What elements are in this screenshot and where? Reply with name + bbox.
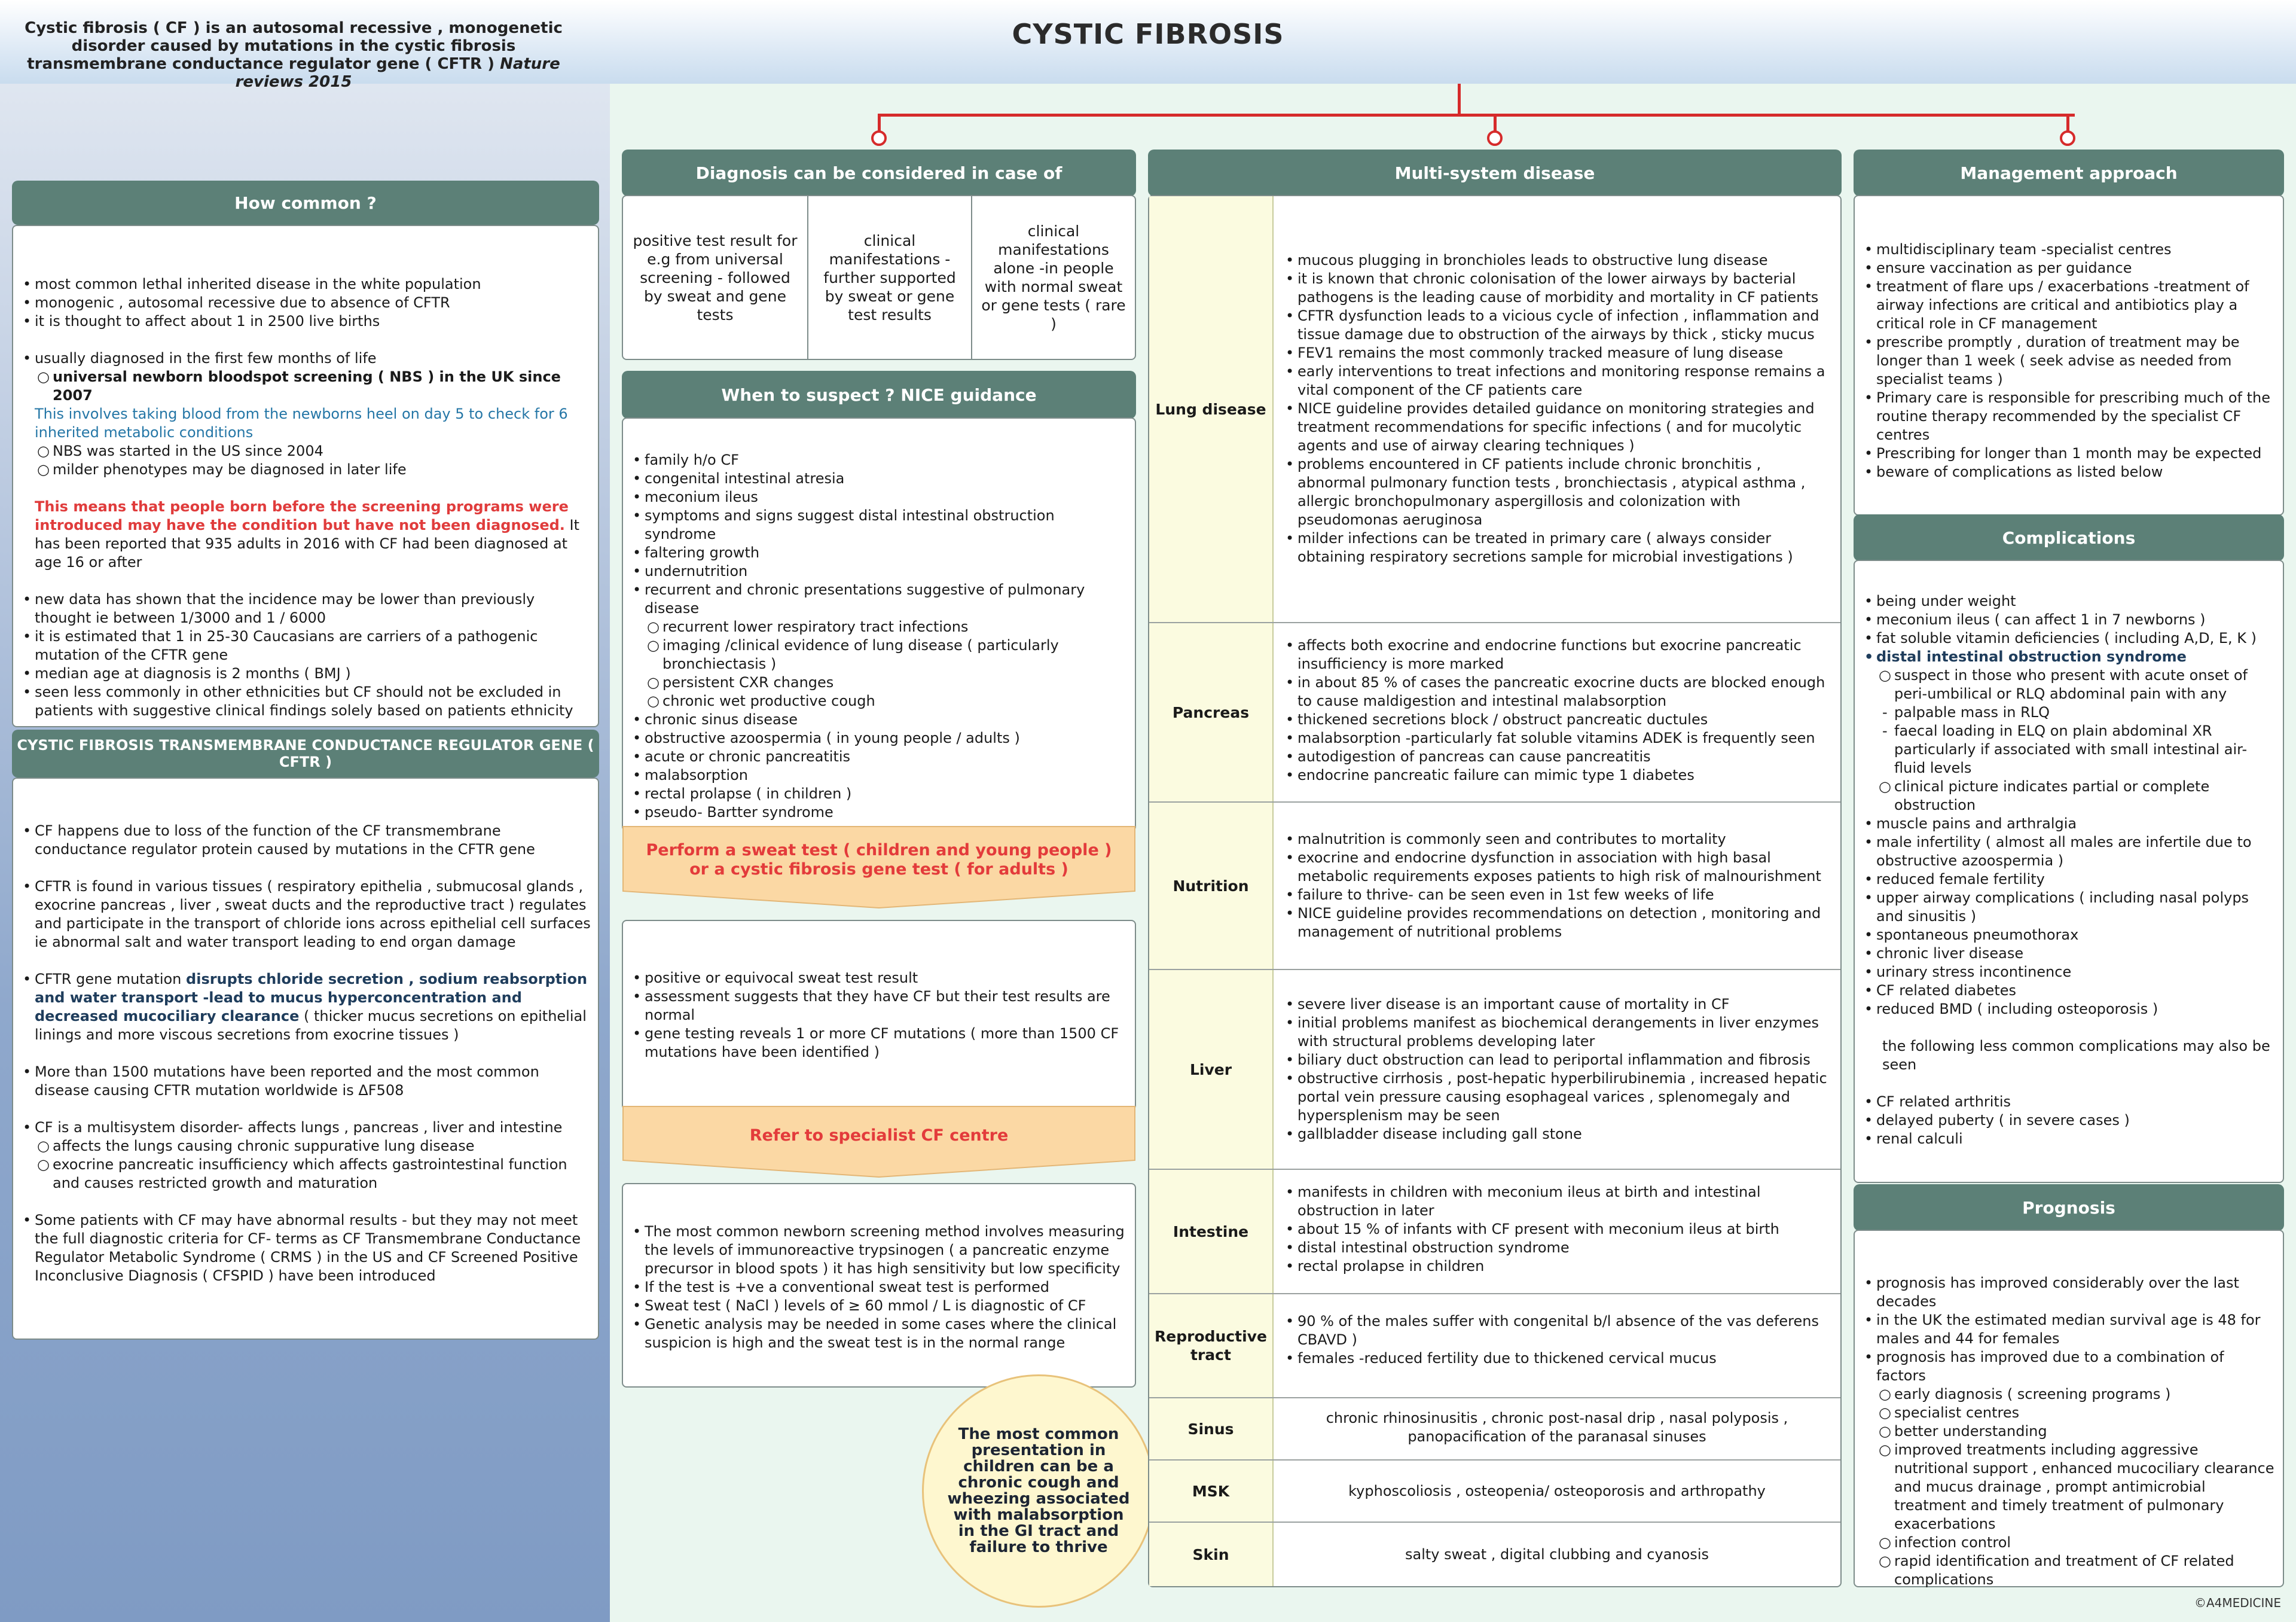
list-item: ○ early diagnosis ( screening programs ) [1876,1385,2276,1404]
list-item: • renal calculi [1876,1130,2276,1148]
management-panel [1854,195,2284,516]
cftr-p3a: CFTR gene mutation [35,971,187,987]
intestine-row [1149,1169,1840,1293]
list-item: ○ clinical picture indicates partial or complete obstruction [1876,778,2276,815]
list-item: • The most common newborn screening method involves measuring the levels of immunoreactive trypsinogen ( a pancreatic enzyme precursor in blood spots ) it has high sensitivity but low specificity [645,1222,1128,1278]
list-item [35,368,596,405]
list-item [35,970,596,1044]
list-item: • assessment suggests that they have CF but their test results are normal [645,987,1128,1025]
liver-row [1149,969,1840,1169]
list-item: ○ better understanding [1876,1422,2276,1441]
list-item: • distal intestinal obstruction syndrome [1297,1239,1830,1257]
list-item: • affects both exocrine and endocrine functions but exocrine pancreatic insufficiency is more marked [1297,636,1830,673]
liver-text [1284,995,1830,1144]
complications-header: Complications [1854,514,2284,561]
list-item: ○ suspect in those who present with acute onset of peri-umbilical or RLQ abdominal pain with any [1876,666,2276,703]
list-item: • mucous plugging in bronchioles leads to obstructive lung disease [1297,251,1830,270]
how-common-list [22,275,596,720]
list-item: • Some patients with CF may have abnormal results - but they may not meet the full diagnostic criteria for CF- terms as CF Transmembrane Conductance Regulator Metabolic Syndrome ( CRMS ) in the US and CF Screened Positive Inconclusive Diagnosis ( CFSPID ) have been introduced [35,1211,596,1285]
msk-row [1149,1459,1840,1522]
list-item: • faltering growth [645,544,1128,562]
presentation-circle [922,1374,1155,1608]
list-item: • male infertility ( almost all males are infertile due to obstructive azoospermia ) [1876,833,2276,870]
list-item: • NICE guideline provides recommendations on detection , monitoring and management of nutritional problems [1297,904,1830,941]
list-item: • autodigestion of pancreas can cause pancreatitis [1297,748,1830,766]
list-item: • new data has shown that the incidence may be lower than previously thought ie between 1/3000 and 1 / 6000 [35,590,596,627]
complications-list [1863,592,2276,1148]
list-item: • If the test is +ve a conventional sweat test is performed [645,1278,1128,1297]
list-item: • upper airway complications ( including nasal polyps and sinusitis ) [1876,889,2276,926]
lung-label: Lung disease [1149,196,1274,622]
list-item: • it is known that chronic colonisation of the lower airways by bacterial pathogens is the leading cause of morbidity and mortality in CF patients [1297,270,1830,307]
list-item: • meconium ileus ( can affect 1 in 7 newborns ) [1876,611,2276,629]
cftr-header: CYSTIC FIBROSIS TRANSMEMBRANE CONDUCTANCE REGULATOR GENE ( CFTR ) [12,730,599,778]
nutrition-text [1284,830,1830,941]
connector-node [1487,130,1503,146]
cftr-panel [12,778,599,1340]
list-item: • usually diagnosed in the first few months of life [35,349,596,368]
sinus-label: Sinus [1149,1398,1274,1459]
list-item: • positive or equivocal sweat test result [645,969,1128,987]
list-item: • manifests in children with meconium ileus at birth and intestinal obstruction in later [1297,1183,1830,1220]
repro-label: Reproductive tract [1149,1294,1274,1397]
msk-text: kyphoscoliosis , osteopenia/ osteoporosis and arthropathy [1348,1483,1766,1499]
liver-label: Liver [1149,970,1274,1169]
list-item: • endocrine pancreatic failure can mimic type 1 diabetes [1297,766,1830,785]
list-item: • it is thought to affect about 1 in 2500 live births [35,312,596,331]
nbs-text: universal newborn bloodspot screening ( NBS ) in the UK since 2007 [53,368,561,404]
list-item: • malabsorption [645,766,1128,785]
list-item: ○ chronic wet productive cough [645,692,1128,711]
list-item: ○ NBS was started in the US since 2004 [35,442,596,461]
after-sweat-list [631,969,1128,1062]
list-item: • CFTR dysfunction leads to a vicious cycle of infection , inflammation and tissue damage due to obstruction of the airways by thick , sticky mucus [1297,307,1830,344]
red-note-cont: It has been reported that 935 adults in 2016 with CF had been diagnosed at age 16 or after [35,517,580,571]
list-item: • muscle pains and arthralgia [1876,815,2276,833]
list-item: • meconium ileus [645,488,1128,507]
list-item: • fat soluble vitamin deficiencies ( including A,D, E, K ) [1876,629,2276,648]
list-item: • recurrent and chronic presentations suggestive of pulmonary disease [645,581,1128,618]
list-item: • about 15 % of infants with CF present with meconium ileus at birth [1297,1220,1830,1239]
list-item: ○ infection control [1876,1533,2276,1552]
list-item: • rectal prolapse ( in children ) [645,785,1128,803]
list-item: • prognosis has improved due to a combination of factors [1876,1348,2276,1385]
msk-label: MSK [1149,1461,1274,1522]
cftr-p3c: ( thicker mucus secretions on epithelial linings and more viscous secretions from exocrine tissues ) [35,1008,587,1043]
diagnosis-cell: clinical manifestations - further supported by sweat or gene test results [808,196,972,359]
list-item: • Genetic analysis may be needed in some cases where the clinical suspicion is high and the sweat test is in the normal range [645,1315,1128,1352]
list-item: • FEV1 remains the most commonly tracked measure of lung disease [1297,344,1830,362]
list-item: • in the UK the estimated median survival age is 48 for males and 44 for females [1876,1311,2276,1348]
list-item: ○ recurrent lower respiratory tract infections [645,618,1128,636]
list-item: • obstructive azoospermia ( in young people / adults ) [645,729,1128,748]
list-item: • family h/o CF [645,451,1128,469]
list-item: ○ affects the lungs causing chronic suppurative lung disease [35,1137,596,1155]
nutrition-label: Nutrition [1149,803,1274,969]
list-item: - palpable mass in RLQ [1876,703,2276,722]
sweat-test-text: Perform a sweat test ( children and young people ) or a cystic fibrosis gene test ( for adults ) [646,841,1112,879]
intestine-text [1284,1183,1830,1276]
less-common-note: the following less common complications may also be seen [1882,1038,2270,1073]
suspect-list [631,451,1128,822]
cftr-list [22,822,596,1285]
suspect-header: When to suspect ? NICE guidance [622,371,1136,419]
connector-line [1458,84,1461,115]
list-item: • exocrine and endocrine dysfunction in association with high basal metabolic requirements exposes patients to high risk of malnourishment [1297,849,1830,886]
list-item: • CF is a multisystem disorder- affects lungs , pancreas , liver and intestine [35,1118,596,1137]
skin-label: Skin [1149,1523,1274,1586]
list-item: • females -reduced fertility due to thickened cervical mucus [1297,1349,1830,1368]
list-item: • urinary stress incontinence [1876,963,2276,981]
diagnosis-header: Diagnosis can be considered in case of [622,150,1136,196]
list-item: • median age at diagnosis is 2 months ( BMJ ) [35,664,596,683]
suspect-panel [622,417,1136,831]
list-item: • 90 % of the males suffer with congenital b/l absence of the vas deferens CBAVD ) [1297,1312,1830,1349]
list-item: • More than 1500 mutations have been reported and the most common disease causing CFTR mutation worldwide is ΔF508 [35,1063,596,1100]
list-item: • congenital intestinal atresia [645,469,1128,488]
list-item: • problems encountered in CF patients include chronic bronchitis , abnormal pulmonary function tests , bronchiectasis , atypical asthma , allergic bronchopulmonary aspergillosis and colonization with pseudomonas aeruginosa [1297,455,1830,529]
list-item: • early interventions to treat infections and monitoring response remains a vital component of the CF patients care [1297,362,1830,400]
list-item: ○ milder phenotypes may be diagnosed in later life [35,461,596,479]
list-item: • undernutrition [645,562,1128,581]
list-item: • most common lethal inherited disease in the white population [35,275,596,294]
how-common-header: How common ? [12,181,599,225]
list-item: • CF related arthritis [1876,1093,2276,1111]
management-header: Management approach [1854,150,2284,196]
list-item: • acute or chronic pancreatitis [645,748,1128,766]
connector-node [871,130,887,146]
skin-row [1149,1522,1840,1586]
definition-source: Nature reviews 2015 [235,55,560,91]
multisystem-header: Multi-system disease [1148,150,1842,196]
management-list [1863,240,2276,481]
screening-panel [622,1183,1136,1388]
connector-line [878,114,2075,117]
list-item: • malnutrition is commonly seen and contributes to mortality [1297,830,1830,849]
list-item: • failure to thrive- can be seen even in 1st few weeks of life [1297,886,1830,904]
list-item: • CF happens due to loss of the function of the CF transmembrane conductance regulator protein caused by mutations in the CFTR gene [35,822,596,859]
list-item: • gene testing reveals 1 or more CF mutations ( more than 1500 CF mutations have been identified ) [645,1025,1128,1062]
list-item: • ensure vaccination as per guidance [1876,259,2276,278]
list-item: • being under weight [1876,592,2276,611]
refer-text: Refer to specialist CF centre [749,1126,1009,1145]
list-item: • initial problems manifest as biochemical derangements in liver enzymes with structural problems developing later [1297,1014,1830,1051]
nbs-note: This involves taking blood from the newborns heel on day 5 to check for 6 inherited metabolic conditions [35,406,568,441]
diagnosis-cell: positive test result for e.g from universal screening - followed by sweat and gene tests [623,196,808,359]
connector-node [2060,130,2075,146]
list-item: • reduced BMD ( including osteoporosis ) [1876,1000,2276,1019]
pancreas-row [1149,622,1840,801]
prognosis-header: Prognosis [1854,1184,2284,1231]
lung-row [1149,196,1840,622]
list-item: • treatment of flare ups / exacerbations -treatment of airway infections are critical and antibiotics play a critical role in CF management [1876,278,2276,333]
pancreas-text [1284,636,1830,785]
after-sweat-panel [622,920,1136,1110]
list-item: ○ persistent CXR changes [645,673,1128,692]
list-item: • it is estimated that 1 in 25-30 Caucasians are carriers of a pathogenic mutation of the CFTR gene [35,627,596,664]
list-item: • in about 85 % of cases the pancreatic exocrine ducts are blocked enough to cause maldigestion and intestinal malabsorption [1297,673,1830,711]
list-item: ○ rapid identification and treatment of CF related complications [1876,1552,2276,1589]
list-item: • CF related diabetes [1876,981,2276,1000]
list-item: • monogenic , autosomal recessive due to absence of CFTR [35,294,596,312]
list-item: • Prescribing for longer than 1 month may be expected [1876,444,2276,463]
list-item: • pseudo- Bartter syndrome [645,803,1128,822]
intestine-label: Intestine [1149,1170,1274,1293]
list-item: • seen less commonly in other ethnicities but CF should not be excluded in patients with suggestive clinical findings solely based on patients ethnicity [35,683,596,720]
pancreas-label: Pancreas [1149,623,1274,801]
copyright: ©A4MEDICINE [2194,1596,2281,1610]
definition-text [18,19,569,91]
definition-main: Cystic fibrosis ( CF ) is an autosomal recessive , monogenetic disorder caused by mutations in the cystic fibrosis transmembrane conductance regulator gene ( CFTR ) [25,19,563,73]
list-item: • biliary duct obstruction can lead to periportal inflammation and fibrosis [1297,1051,1830,1069]
list-item: • rectal prolapse in children [1297,1257,1830,1276]
skin-text: salty sweat , digital clubbing and cyanosis [1405,1546,1709,1563]
page-title: CYSTIC FIBROSIS [1012,18,1284,50]
list-item: • malabsorption -particularly fat soluble vitamins ADEK is frequently seen [1297,729,1830,748]
red-note: This means that people born before the screening programs were introduced may have the condition but have not been diagnosed. [35,498,569,533]
prognosis-list [1863,1274,2276,1589]
list-item: • severe liver disease is an important cause of mortality in CF [1297,995,1830,1014]
list-item: ○ specialist centres [1876,1404,2276,1422]
sinus-row [1149,1397,1840,1459]
list-item: • thickened secretions block / obstruct pancreatic ductules [1297,711,1830,729]
nutrition-row [1149,801,1840,969]
list-item: • distal intestinal obstruction syndrome [1876,648,2276,666]
list-item: ○ imaging /clinical evidence of lung disease ( particularly bronchiectasis ) [645,636,1128,673]
list-item: • obstructive cirrhosis , post-hepatic hyperbilirubinemia , increased hepatic portal vein pressure causing esophageal varices , splenomegaly and hypersplenism may be seen [1297,1069,1830,1125]
cftr-p3b: disrupts chloride secretion , sodium reabsorption and water transport -lead to mucus hyperconcentration and decreased mucociliary clearance [35,971,588,1025]
list-item: • delayed puberty ( in severe cases ) [1876,1111,2276,1130]
list-item: • prognosis has improved considerably over the last decades [1876,1274,2276,1311]
diagnosis-cell: clinical manifestations alone -in people with normal sweat or gene tests ( rare ) [981,222,1126,333]
list-item: ○ exocrine pancreatic insufficiency which affects gastrointestinal function and causes restricted growth and maturation [35,1155,596,1193]
how-common-panel [12,225,599,727]
screening-list [631,1222,1128,1352]
diagnosis-table [622,195,1136,360]
sinus-text: chronic rhinosinusitis , chronic post-nasal drip , nasal polyposis , panopacification of the paranasal sinuses [1326,1410,1788,1445]
list-item: • chronic liver disease [1876,944,2276,963]
repro-text [1284,1312,1830,1368]
list-item: • Primary care is responsible for prescribing much of the routine therapy recommended by the specialist CF centres [1876,389,2276,444]
list-item: ○ improved treatments including aggressive nutritional support , enhanced mucociliary clearance and mucus drainage , prompt antimicrobial treatment and timely treatment of pulmonary exacerbations [1876,1441,2276,1533]
list-item: • gallbladder disease including gall stone [1297,1125,1830,1144]
list-item: • prescribe promptly , duration of treatment may be longer than 1 week ( seek advise as needed from specialist teams ) [1876,333,2276,389]
prognosis-panel [1854,1230,2284,1587]
complications-panel [1854,560,2284,1183]
list-item: • multidisciplinary team -specialist centres [1876,240,2276,259]
list-item: • NICE guideline provides detailed guidance on monitoring strategies and treatment recommendations for specific infections ( and for mucolytic agents and use of airway clearing techniques ) [1297,400,1830,455]
list-item: • beware of complications as listed below [1876,463,2276,481]
presentation-text: The most common presentation in children can be a chronic cough and wheezing associated with malabsorption in the GI tract and failure to thrive [947,1425,1130,1556]
list-item: • milder infections can be treated in primary care ( always consider obtaining respiratory secretions sample for microbial investigations ) [1297,529,1830,566]
lung-text [1284,251,1830,566]
list-item: • reduced female fertility [1876,870,2276,889]
list-item: • CFTR is found in various tissues ( respiratory epithelia , submucosal glands , exocrine pancreas , liver , sweat ducts and the reproductive tract ) regulates and participate in the transport of chloride ions across epithelial cell surfaces ie abnormal salt and water transport leading to end organ damage [35,877,596,952]
list-item: - faecal loading in ELQ on plain abdominal XR particularly if associated with small intestinal air-fluid levels [1876,722,2276,778]
repro-row [1149,1293,1840,1397]
list-item: • Sweat test ( NaCl ) levels of ≥ 60 mmol / L is diagnostic of CF [645,1297,1128,1315]
list-item: • spontaneous pneumothorax [1876,926,2276,944]
screening-note [35,498,596,572]
list-item: • symptoms and signs suggest distal intestinal obstruction syndrome [645,507,1128,544]
list-item: • chronic sinus disease [645,711,1128,729]
